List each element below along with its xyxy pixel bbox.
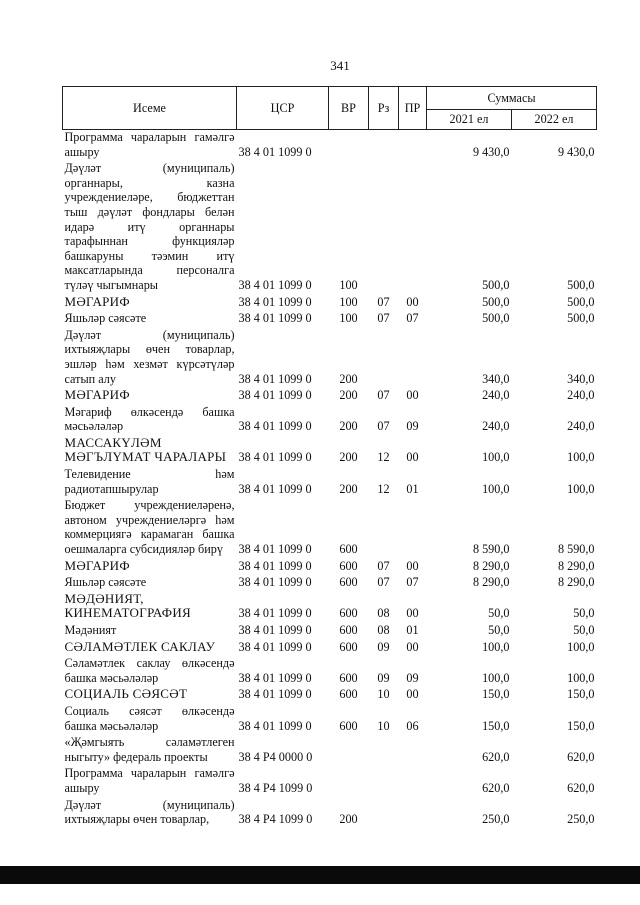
row-rz: 07 [377,294,390,309]
row-pr: 07 [406,575,419,590]
row-sum-2022: 100,0 [567,670,595,685]
row-sum-2021: 8 290,0 [472,558,510,573]
row-sum-2022: 500,0 [567,277,595,292]
row-name: Социаль сәясәт өлкәсендә башка мәсьәләләр [64,703,235,733]
row-sum-2022: 100,0 [567,450,595,465]
row-pr: 01 [406,623,419,637]
row-sum-2022: 340,0 [567,371,595,386]
row-csr: 38 4 01 1099 0 [238,718,312,733]
row-name: МӘГАРИФ [64,387,130,403]
row-vr: 600 [339,542,358,557]
row-csr: 38 4 01 1099 0 [238,542,312,557]
row-pr [399,161,427,294]
table-row [63,436,597,467]
row-sum-2022: 8 590,0 [557,542,595,557]
row-vr: 600 [339,718,358,733]
row-sum-2022: 620,0 [567,780,595,795]
table-row [63,575,597,592]
scan-edge-bar [0,866,640,884]
row-vr: 600 [339,687,358,702]
row-vr: 100 [339,294,358,309]
row-sum-2021: 50,0 [488,623,510,637]
row-rz [369,766,399,797]
row-pr [399,328,427,388]
row-sum-2021: 240,0 [482,388,510,403]
table-header [63,87,597,130]
row-rz: 07 [377,388,390,403]
row-sum-2021: 620,0 [482,780,510,795]
row-csr: 38 4 01 1099 0 [238,481,312,496]
header-name: Исеме [63,87,237,130]
table-row [63,687,597,704]
row-sum-2021: 250,0 [482,812,510,827]
row-csr: 38 4 01 1099 0 [238,311,312,326]
row-rz: 09 [377,670,390,685]
table-row [63,704,597,735]
table-body [63,130,597,829]
row-rz: 08 [377,606,390,621]
row-csr: 38 4 01 1099 0 [238,670,312,685]
row-pr: 00 [406,606,419,621]
row-csr: 38 4 01 1099 0 [238,294,312,309]
row-csr: 38 4 01 1099 0 [238,575,312,590]
row-name: СӘЛАМӘТЛЕК САКЛАУ [64,638,216,654]
row-name: МАССАКҮЛӘМ МӘГЪЛҮМАТ ЧАРАЛАРЫ [64,434,227,465]
row-rz [369,798,399,829]
row-rz: 07 [377,419,390,434]
row-vr [329,766,369,797]
row-name: МӘГАРИФ [64,557,130,573]
row-csr: 38 4 01 1099 0 [238,639,312,654]
row-rz: 07 [377,575,390,590]
row-sum-2021: 500,0 [482,311,510,326]
table-row [63,798,597,829]
row-rz: 12 [377,450,390,465]
row-name: Мәдәният [64,623,117,637]
row-sum-2022: 500,0 [567,311,595,326]
row-name: Программа чараларын гамәлгә ашыру [64,130,235,159]
row-pr [399,798,427,829]
row-pr: 00 [406,687,419,702]
table-row [63,640,597,657]
row-sum-2021: 620,0 [482,749,510,764]
table-row [63,498,597,558]
row-pr: 07 [406,311,419,326]
row-csr: 38 4 01 1099 0 [238,419,312,434]
row-name: МӘДӘНИЯТ, КИНЕМАТОГРАФИЯ [64,590,192,621]
header-vr: ВР [329,87,369,130]
row-csr: 38 4 01 1099 0 [238,277,312,292]
table-row [63,656,597,687]
row-pr: 00 [406,294,419,309]
row-vr: 600 [339,606,358,621]
row-csr: 38 4 01 1099 0 [238,388,312,403]
row-name: СОЦИАЛЬ СӘЯСӘТ [64,686,188,702]
row-pr: 00 [406,388,419,403]
row-name: Дәүләт (муниципаль) органнары, казна учреждениеләре, бюджеттан тыш дәүләт фондлары белән идарә итү органнары тарафыннан функцияләр башкаруны тәэмин итү максатларында персоналга түләү чыгымнары [64,161,235,292]
row-vr: 200 [339,371,358,386]
row-rz: 07 [377,558,390,573]
page-number: 341 [330,58,350,73]
row-sum-2022: 240,0 [567,419,595,434]
row-name: «Җәмгыять сәламәтлеген ныгыту» федераль проекты [64,735,235,764]
table-row [63,311,597,328]
row-rz [369,161,399,294]
row-name: Дәүләт (муниципаль) ихтыяҗлары өчен товарлар, [64,797,235,827]
row-sum-2022: 500,0 [567,294,595,309]
table-row [63,161,597,294]
table-row [63,328,597,388]
header-pr: ПР [399,87,427,130]
row-csr: 38 4 01 1099 0 [238,606,312,621]
row-sum-2021: 8 590,0 [472,542,510,557]
row-name: Яшьләр сәясәте [64,575,147,590]
row-sum-2021: 100,0 [482,450,510,465]
header-year-2022: 2022 ел [512,110,597,130]
row-sum-2021: 100,0 [482,481,510,496]
row-pr: 09 [406,419,419,434]
row-csr: 38 4 01 1099 0 [238,687,312,702]
row-vr: 200 [339,419,358,434]
row-sum-2022: 9 430,0 [557,144,595,159]
row-rz: 09 [377,639,390,654]
row-rz [369,498,399,558]
row-sum-2022: 150,0 [567,687,595,702]
row-name: Сәламәтлек саклау өлкәсендә башка мәсьәләләр [64,656,235,685]
row-sum-2022: 150,0 [567,718,595,733]
header-csr: ЦСР [237,87,329,130]
row-sum-2021: 500,0 [482,277,510,292]
row-sum-2022: 100,0 [567,639,595,654]
row-csr: 38 4 P4 1099 0 [238,812,313,827]
row-sum-2022: 620,0 [567,749,595,764]
row-pr [399,766,427,797]
row-pr: 01 [406,481,419,496]
row-name: Телевидение һәм радиотапшырулар [64,467,235,496]
row-vr: 200 [339,481,358,496]
row-name: Мәгариф өлкәсендә башка мәсьәләләр [64,404,235,434]
table-row [63,467,597,498]
row-sum-2021: 100,0 [482,639,510,654]
row-vr: 600 [339,639,358,654]
row-rz: 08 [377,623,390,637]
row-vr: 600 [339,670,358,685]
row-csr: 38 4 01 1099 0 [238,623,312,637]
row-csr: 38 4 01 1099 0 [238,144,312,159]
table-row [63,592,597,623]
row-name: Бюджет учреждениеләренә, автоном учреждениеләргә һәм коммерциягә карамаган башка оешмаларга субсидияләр бирү [64,498,235,557]
row-sum-2021: 150,0 [482,687,510,702]
row-name: МӘГАРИФ [64,293,130,309]
row-name: Дәүләт (муниципаль) ихтыяҗлары өчен товарлар, эшләр һәм хезмәт күрсәтүләр сатып алу [64,327,235,386]
table-row [63,130,597,162]
header-year-2021: 2021 ел [427,110,512,130]
row-vr: 600 [339,623,358,637]
row-name: Яшьләр сәясәте [64,311,147,326]
table-row [63,559,597,576]
row-sum-2022: 250,0 [567,812,595,827]
row-vr: 100 [339,311,358,326]
row-pr [399,735,427,766]
row-pr: 00 [406,450,419,465]
row-sum-2021: 150,0 [482,718,510,733]
row-rz [369,328,399,388]
row-vr: 200 [339,812,358,827]
table-row [63,623,597,640]
row-vr: 200 [339,388,358,403]
row-vr: 600 [339,575,358,590]
row-csr: 38 4 P4 0000 0 [238,749,313,764]
row-pr [399,130,427,162]
row-pr: 09 [406,670,419,685]
row-rz [369,130,399,162]
row-sum-2022: 100,0 [567,481,595,496]
budget-table [62,86,597,829]
row-sum-2021: 240,0 [482,419,510,434]
header-rz: Рз [369,87,399,130]
row-rz: 10 [377,718,390,733]
row-rz: 07 [377,311,390,326]
row-pr [399,498,427,558]
table-row [63,295,597,312]
row-rz [369,735,399,766]
table-row [63,388,597,405]
row-vr [329,130,369,162]
row-rz: 12 [377,481,390,496]
row-csr: 38 4 01 1099 0 [238,450,312,465]
row-csr: 38 4 01 1099 0 [238,558,312,573]
row-sum-2021: 50,0 [488,606,510,621]
header-sums: Суммасы [427,87,597,110]
row-pr: 00 [406,558,419,573]
row-sum-2021: 8 290,0 [472,575,510,590]
row-pr: 06 [406,718,419,733]
row-vr [329,735,369,766]
row-rz: 10 [377,687,390,702]
row-csr: 38 4 01 1099 0 [238,371,312,386]
row-sum-2022: 240,0 [567,388,595,403]
row-sum-2021: 340,0 [482,371,510,386]
row-csr: 38 4 P4 1099 0 [238,780,313,795]
table-row [63,766,597,797]
row-sum-2021: 9 430,0 [472,144,510,159]
row-sum-2022: 50,0 [573,623,595,637]
table-row [63,735,597,766]
row-pr: 00 [406,639,419,654]
row-vr: 200 [339,450,358,465]
row-sum-2022: 8 290,0 [557,558,595,573]
row-vr: 600 [339,558,358,573]
row-sum-2021: 100,0 [482,670,510,685]
row-name: Программа чараларын гамәлгә ашыру [64,766,235,795]
row-sum-2022: 50,0 [573,606,595,621]
row-sum-2022: 8 290,0 [557,575,595,590]
table-row [63,405,597,436]
row-sum-2021: 500,0 [482,294,510,309]
row-vr: 100 [339,277,358,292]
